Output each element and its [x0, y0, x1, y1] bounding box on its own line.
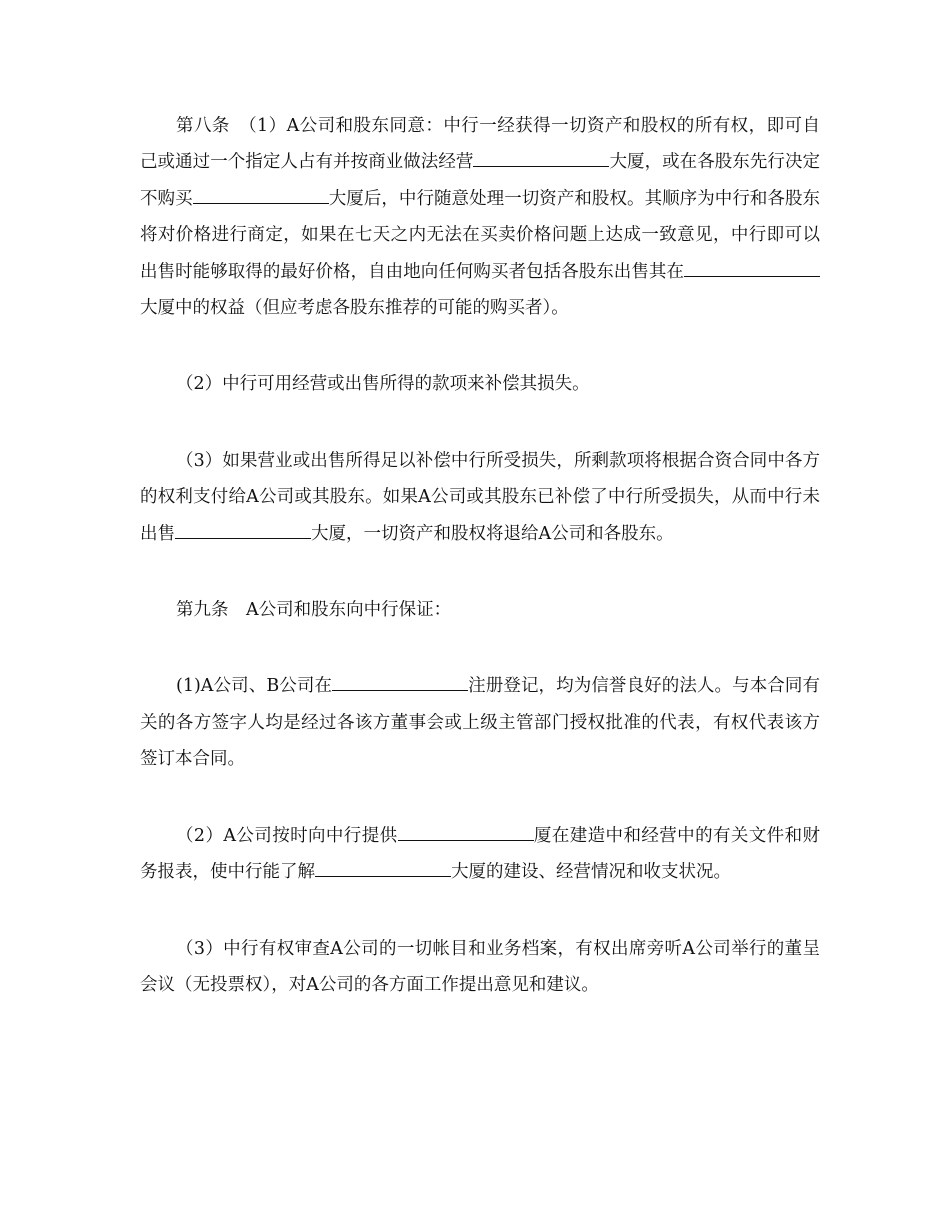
blank-line	[315, 859, 451, 877]
article-9-clause-3: （3）中行有权审查A公司的一切帐目和业务档案，有权出席旁听A公司举行的董呈会议（无投票权），对A公司的各方面工作提出意见和建议。	[140, 938, 820, 995]
article-9-clause-1-text-b: 注册登记，均为信誉良好的法人。与本合同有关的各方签字人均是经过各该方董事会或上级主管部门授权批准的代表，有权代表该方签订本合同。	[140, 676, 820, 770]
blank-line	[175, 521, 311, 539]
article-8-clause-1-text-a: 第八条 （1）A公司和股东同意：中行一经获得一切资产和股权的所有权，即可自己或通过一个指定人占有并按商业做法经营	[140, 116, 820, 173]
article-8-clause-3-text-a: （3）如果营业或出售所得足以补偿中行所受损失，所剩款项将根据合资合同中各方的权利支付给A公司或其股东。如果A公司或其股东已补偿了中行所受损失，从而中行未出售	[140, 450, 820, 544]
article-9-clause-2-text-a: （2）A公司按时向中行提供	[176, 825, 398, 846]
article-8-clause-3-text-b: 大厦，一切资产和股权将退给A公司和各股东。	[311, 523, 674, 544]
article-9-clause-2-text-c: 大厦的建设、经营情况和收支状况。	[451, 862, 731, 883]
blank-line	[332, 673, 468, 691]
article-8-clause-2: （2）中行可用经营或出售所得的款项来补偿其损失。	[176, 374, 590, 395]
article-9-clause-2-text-b: 厦在建造中和经营中的有关文件和财务报表，使中行能了解	[140, 825, 820, 883]
blank-line	[193, 186, 329, 204]
document-page	[140, 108, 820, 1003]
blank-line	[398, 823, 534, 841]
article-8-clause-1-text-b: 大厦，或在各股东先行决定不购买	[140, 152, 821, 209]
article-9-clause-1-text-a: (1)A公司、B公司在	[176, 676, 333, 697]
article-9-heading: 第九条 A公司和股东向中行保证：	[176, 600, 452, 621]
article-8-clause-1	[140, 108, 820, 326]
article-9-clause-2	[140, 818, 820, 891]
blank-line	[684, 259, 820, 277]
article-9-clause-1	[140, 668, 820, 777]
article-8-clause-1-text-d: 大厦中的权益（但应考虑各股东推荐的可能的购买者）。	[140, 298, 569, 319]
blank-line	[473, 149, 609, 167]
article-8-clause-3	[140, 443, 820, 552]
article-8-clause-1-text-c: 大厦后，中行随意处理一切资产和股权。其顺序为中行和各股东将对价格进行商定，如果在七天之内无法在买卖价格问题上达成一致意见，中行即可以出售时能够取得的最好价格，自由地向任何购买者包括各股东出售其在	[140, 188, 821, 282]
